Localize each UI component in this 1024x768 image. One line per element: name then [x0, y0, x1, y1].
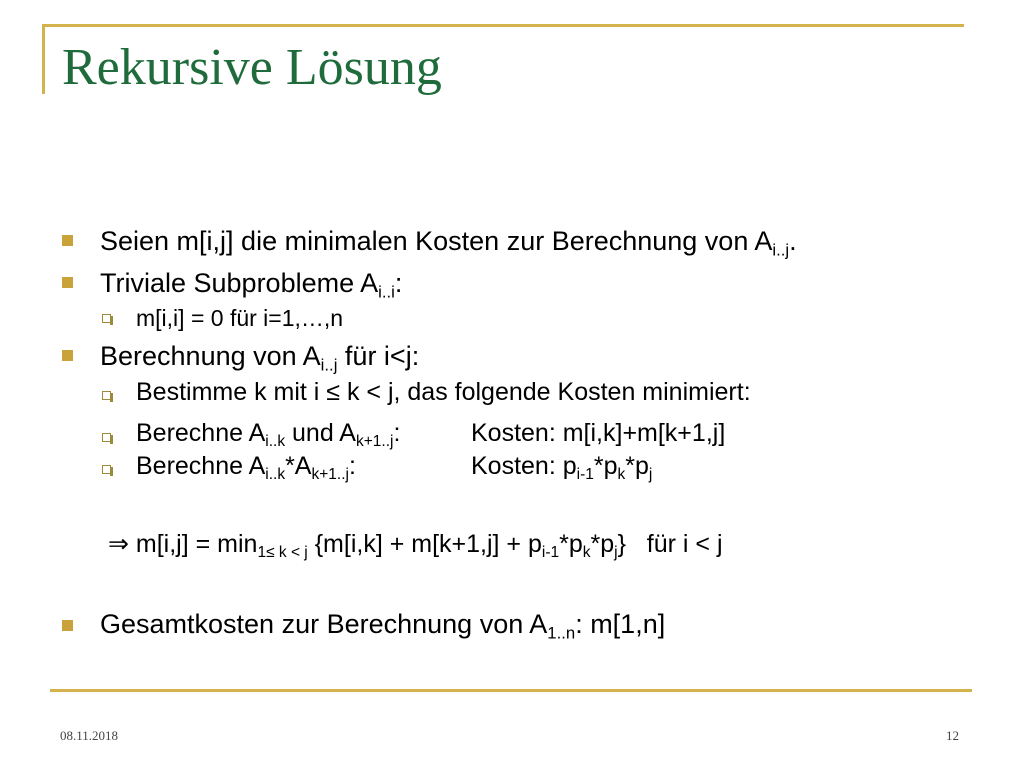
bullet-marker — [62, 350, 73, 361]
footer-date: 08.11.2018 — [60, 728, 119, 743]
bullet-marker — [62, 235, 73, 246]
sub-bullet-2-1: m[i,i] = 0 für i=1,…,n — [136, 305, 344, 331]
bottom-border — [50, 689, 972, 692]
bullet-marker — [62, 620, 73, 631]
sub-bullet-3-1: Bestimme k mit i ≤ k < j, das folgende Kosten minimiert: — [136, 378, 751, 406]
sub-bullet-marker — [102, 314, 111, 323]
page-number: 12 — [946, 728, 959, 743]
bullet-marker — [62, 277, 73, 288]
recurrence-formula: ⇒ $m[i,j] = \min_{1\le k < j} \{m[i,k] + m[k+1,j] + p_{i-1}*p_k*p_j\}$ für i < j — [108, 530, 723, 561]
sub-bullet-marker — [102, 391, 111, 400]
bullet-3: Berechnung von $A_{i..j}$ für i<j: — [100, 341, 420, 375]
bullet-1: Seien m[i,j] die minimalen Kosten zur Berechnung von $A_{i..j}$. — [100, 226, 797, 260]
top-border — [42, 24, 964, 27]
sub-bullet-3-3: Berechne $A_{i..k}*A_{k+1..j}$: — [136, 452, 356, 483]
sub-bullet-3-3-cost: Kosten: $p_{i-1}*p_k*p_j$ — [471, 452, 653, 483]
bullet-4: Gesamtkosten zur Berechnung von $A_{1..n}$: m[1,n] — [100, 609, 666, 643]
sub-bullet-marker — [102, 465, 111, 474]
bullet-2: Triviale Subprobleme $A_{i..i}$: — [100, 268, 403, 302]
slide-title: Rekursive Lösung — [62, 39, 442, 96]
sub-bullet-3-2-cost: Kosten: m[i,k]+m[k+1,j] — [471, 419, 726, 447]
implies-icon: ⇒ — [108, 530, 129, 558]
sub-bullet-marker — [102, 433, 111, 442]
sub-bullet-3-2: Berechne $A_{i..k}$ und $A_{k+1..j}$: — [136, 419, 401, 450]
left-border — [42, 24, 45, 94]
